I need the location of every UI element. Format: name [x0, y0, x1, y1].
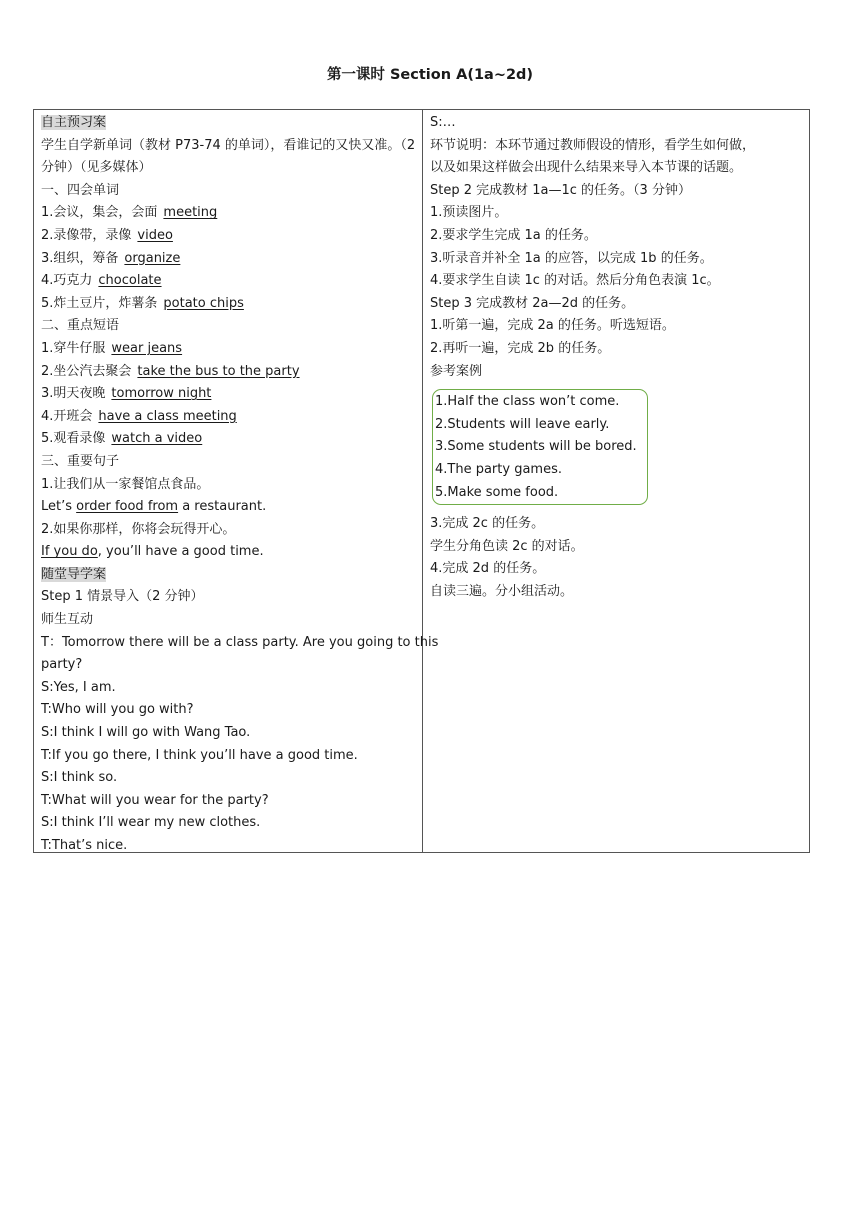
preview-intro: 学生自学新单词（教材 P73-74 的单词），看谁记的又快又准。（2 分钟）（见多媒体） — [41, 137, 416, 176]
phrases-heading: 二、重点短语 — [41, 318, 120, 334]
sentences-heading: 三、重要句子 — [41, 453, 120, 469]
dialogue-line: S:I think I’ll wear my new clothes. — [41, 815, 261, 831]
phrase-item: 4.开班会 have a class meeting — [41, 408, 237, 424]
task-line: 自读三遍。分小组活动。 — [430, 583, 574, 599]
task-line: 1.听第一遍，完成 2a 的任务。听选短语。 — [430, 318, 675, 334]
right-column — [430, 112, 810, 603]
explanation-line: 环节说明：本环节通过教师假设的情形，看学生如何做， — [430, 137, 756, 153]
step-1: Step 1 情景导入（2 分钟） — [41, 589, 204, 605]
page-title: 第一课时 Section A(1a~2d) — [326, 67, 534, 83]
sentence-1-en: Let’s order food from a restaurant. — [41, 499, 267, 515]
phrase-item: 5.观看录像 watch a video — [41, 431, 203, 447]
sentence-1-cn: 1.让我们从一家餐馆点食品。 — [41, 476, 210, 492]
explanation-line: 以及如果这样做会出现什么结果来导入本节课的话题。 — [430, 160, 743, 176]
reference-item: 1.Half the class won’t come. — [435, 394, 620, 410]
words-heading: 一、四会单词 — [41, 182, 120, 198]
student-reply: S:… — [430, 115, 456, 130]
dialogue — [41, 632, 439, 858]
phrase-item: 2.坐公汽去聚会 take the bus to the party — [41, 363, 300, 379]
step-3: Step 3 完成教材 2a—2d 的任务。 — [430, 295, 635, 311]
task-line: 学生分角色读 2c 的对话。 — [430, 538, 584, 554]
lesson-table — [33, 109, 810, 853]
dialogue-line: T:What will you wear for the party? — [41, 792, 269, 808]
phrase-item: 1.穿牛仔服 wear jeans — [41, 340, 183, 356]
phrase-item: 3.明天夜晚 tomorrow night — [41, 386, 212, 402]
section-heading-preview: 自主预习案 — [41, 115, 107, 130]
task-line: 2.要求学生完成 1a 的任务。 — [430, 227, 597, 243]
reference-label: 参考案例 — [430, 363, 483, 379]
dialogue-line: party? — [41, 657, 83, 673]
column-divider — [422, 110, 423, 852]
task-line: 1.预读图片。 — [430, 205, 508, 221]
dialogue-line: T:That’s nice. — [41, 838, 128, 853]
dialogue-line: S:I think so. — [41, 770, 118, 786]
reference-item: 4.The party games. — [435, 461, 562, 477]
phrase-list — [41, 338, 419, 451]
dialogue-line: T:Who will you go with? — [41, 702, 194, 718]
sentence-2-cn: 2.如果你那样，你将会玩得开心。 — [41, 521, 236, 537]
dialogue-line: T:If you go there, I think you’ll have a good time. — [41, 747, 358, 763]
task-line: 3.听录音并补全 1a 的应答，以完成 1b 的任务。 — [430, 250, 713, 266]
left-column — [41, 112, 439, 858]
interaction-label: 师生互动 — [41, 612, 94, 628]
word-list — [41, 202, 419, 315]
reference-item: 3.Some students will be bored. — [435, 439, 637, 455]
sentence-2-en: If you do, you’ll have a good time. — [41, 544, 264, 560]
reference-item: 2.Students will leave early. — [435, 416, 610, 432]
section-heading-class: 随堂导学案 — [41, 566, 107, 582]
word-item: 5.炸土豆片，炸薯条 potato chips — [41, 295, 244, 311]
dialogue-line: S:Yes, I am. — [41, 679, 116, 695]
task-line: 3.完成 2c 的任务。 — [430, 516, 545, 532]
task-line: 4.完成 2d 的任务。 — [430, 561, 546, 577]
word-item: 1.会议，集会，会面 meeting — [41, 205, 218, 221]
task-line: 2.再听一遍，完成 2b 的任务。 — [430, 340, 611, 356]
dialogue-line: S:I think I will go with Wang Tao. — [41, 725, 251, 741]
reference-answer-box — [432, 389, 648, 505]
step-2: Step 2 完成教材 1a—1c 的任务。（3 分钟） — [430, 182, 691, 198]
dialogue-line: T：Tomorrow there will be a class party. Are you going to this — [41, 634, 439, 650]
word-item: 4.巧克力 chocolate — [41, 273, 162, 289]
word-item: 3.组织，筹备 organize — [41, 250, 181, 266]
word-item: 2.录像带，录像 video — [41, 227, 173, 243]
reference-item: 5.Make some food. — [435, 484, 559, 500]
task-line: 4.要求学生自读 1c 的对话。然后分角色表演 1c。 — [430, 273, 720, 289]
